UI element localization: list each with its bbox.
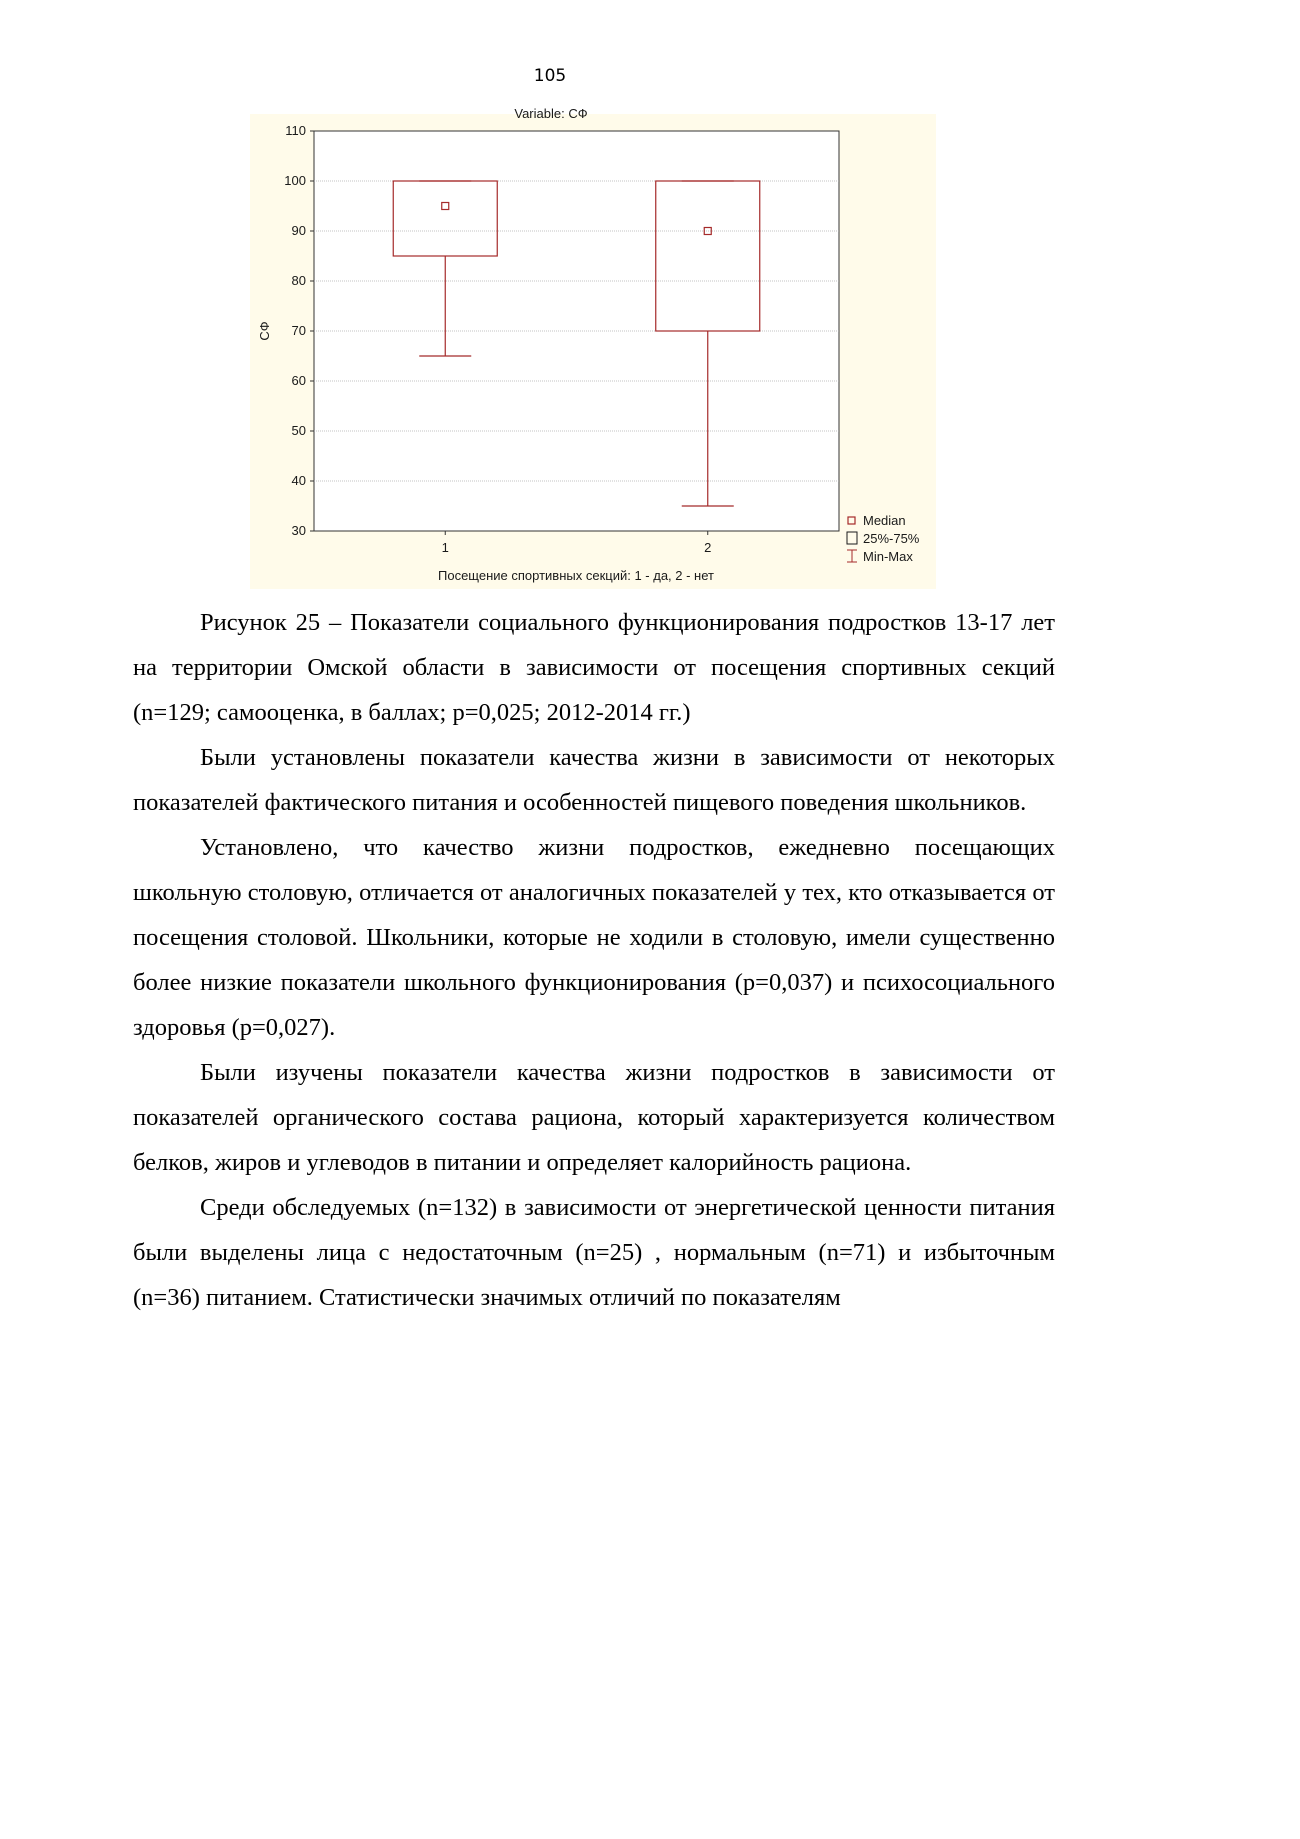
legend-box-label: 25%-75% xyxy=(863,531,920,546)
y-tick-label: 80 xyxy=(291,273,306,288)
y-tick-label: 40 xyxy=(291,473,306,488)
chart-title: Variable: СФ xyxy=(514,106,588,121)
y-tick-label: 110 xyxy=(285,123,306,138)
y-tick-label: 70 xyxy=(291,323,306,338)
boxplot-chart xyxy=(250,106,936,589)
y-tick-label: 100 xyxy=(284,173,306,188)
y-axis-label: СФ xyxy=(257,321,272,341)
legend-median-label: Median xyxy=(863,513,906,528)
paragraph: Среди обследуемых (n=132) в зависимости от энергетической ценности питания были выделены лица с недостаточным (n=25) , нормальным (n=71) и избыточным (n=36) питанием. Статистически значимых отличий по показателям xyxy=(133,1194,1055,1311)
y-tick-label: 60 xyxy=(291,373,306,388)
y-tick-label: 30 xyxy=(291,523,306,538)
legend-minmax-label: Min-Max xyxy=(863,549,913,564)
figure-caption: Рисунок 25 – Показатели социального функционирования подростков 13-17 лет на территории Омской области в зависимости от посещения спортивных секций (n=129; самооценка, в баллах; p=0,025; 2012-2014 гг.) xyxy=(133,609,1055,726)
page-number: 105 xyxy=(533,66,567,86)
document-body xyxy=(133,600,1055,1320)
paragraph: Были изучены показатели качества жизни подростков в зависимости от показателей органического состава рациона, который характеризуется количеством белков, жиров и углеводов в питании и определяет калорийность рациона. xyxy=(133,1059,1055,1176)
x-tick-label: 2 xyxy=(704,540,712,555)
paragraph: Установлено, что качество жизни подростков, ежедневно посещающих школьную столовую, отличается от аналогичных показателей у тех, кто отказывается от посещения столовой. Школьники, которые не ходили в столовую, имели существенно более низкие показатели школьного функционирования (p=0,037) и психосоциального здоровья (p=0,027). xyxy=(133,834,1055,1041)
paragraph: Были установлены показатели качества жизни в зависимости от некоторых показателей фактического питания и особенностей пищевого поведения школьников. xyxy=(133,744,1055,816)
boxplot-figure xyxy=(250,106,936,589)
x-tick-label: 1 xyxy=(441,540,449,555)
y-tick-label: 90 xyxy=(291,223,306,238)
x-axis-label: Посещение спортивных секций: 1 - да, 2 - нет xyxy=(438,568,714,583)
y-tick-label: 50 xyxy=(291,423,306,438)
